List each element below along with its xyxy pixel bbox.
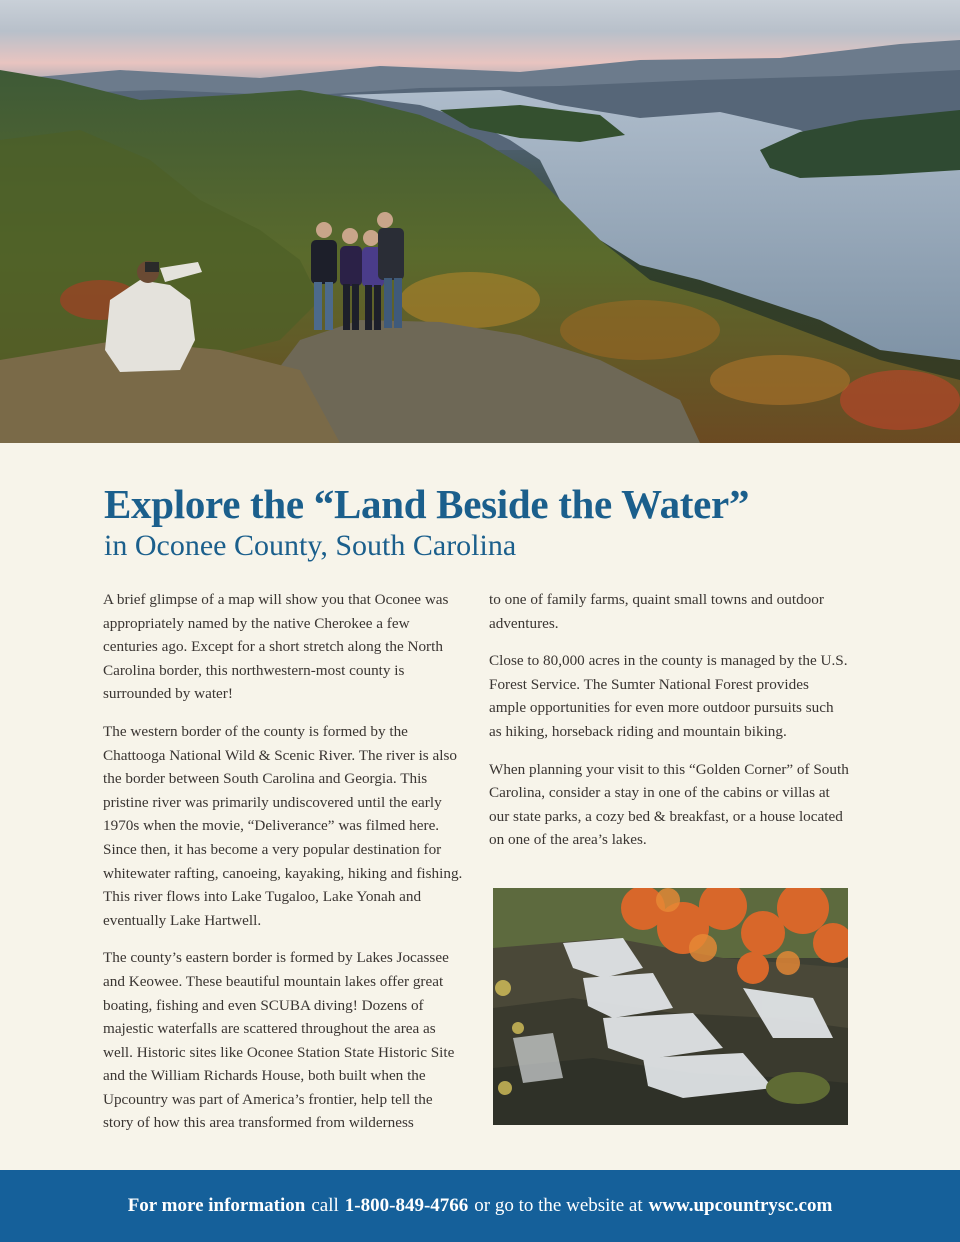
footer-lead: For more information: [127, 1195, 306, 1216]
hero-photo-illustration: [0, 0, 960, 443]
body-paragraph: When planning your visit to this “Golden Corner” of South Carolina, consider a stay in one of the cabins or villas at our state parks, a cozy bed & breakfast, or a house located on one of the area’s lakes.: [489, 760, 849, 849]
hero-landscape-photo: [0, 0, 960, 443]
footer-middle-text: or go to the website at: [474, 1195, 643, 1216]
footer-call-text: call: [311, 1195, 339, 1216]
body-paragraph: The western border of the county is formed by the Chattooga National Wild & Scenic River. The river is also the border between South Carolina and Georgia. This pristine river was primarily undiscovered until the early 1970s when the movie, “Deliverance” was filmed here. Since then, it has become a very popular destination for whitewater rafting, canoeing, kayaking, hiking and fishing. This river flows into Lake Tugaloo, Lake Yonah and eventually Lake Hartwell.: [103, 722, 463, 929]
page-title: Explore the “Land Beside the Water”: [104, 481, 750, 527]
body-paragraph: A brief glimpse of a map will show you that Oconee was appropriately named by the native Cherokee a few centuries ago. Except for a short stretch along the North Carolina border, this northwestern-most county is surrounded by water!: [103, 591, 449, 703]
waterfall-photo: [493, 888, 848, 1125]
waterfall-photo-illustration: [493, 888, 848, 1125]
body-paragraph: to one of family farms, quaint small towns and outdoor adventures.: [489, 591, 824, 632]
body-paragraph: Close to 80,000 acres in the county is managed by the U.S. Forest Service. The Sumter National Forest provides ample opportunities for even more outdoor pursuits such as hiking, horseback riding and mountain biking.: [489, 652, 848, 740]
footer-contact-bar: [0, 1170, 960, 1242]
page-subtitle: in Oconee County, South Carolina: [104, 529, 517, 562]
body-paragraph: The county’s eastern border is formed by Lakes Jocassee and Keowee. These beautiful mountain lakes offer great boating, fishing and even SCUBA diving! Dozens of majestic waterfalls are scattered throughout the area as well. Historic sites like Oconee Station State Historic Site and the William Richards House, both built when the Upcountry was part of America’s frontier, help tell the story of how this area transformed from wilderness: [103, 949, 455, 1132]
right-text-column: [489, 588, 849, 866]
footer-website-link[interactable]: www.upcountrysc.com: [648, 1195, 833, 1216]
left-text-column: [103, 588, 463, 1149]
footer-phone-number[interactable]: 1-800-849-4766: [344, 1195, 469, 1216]
